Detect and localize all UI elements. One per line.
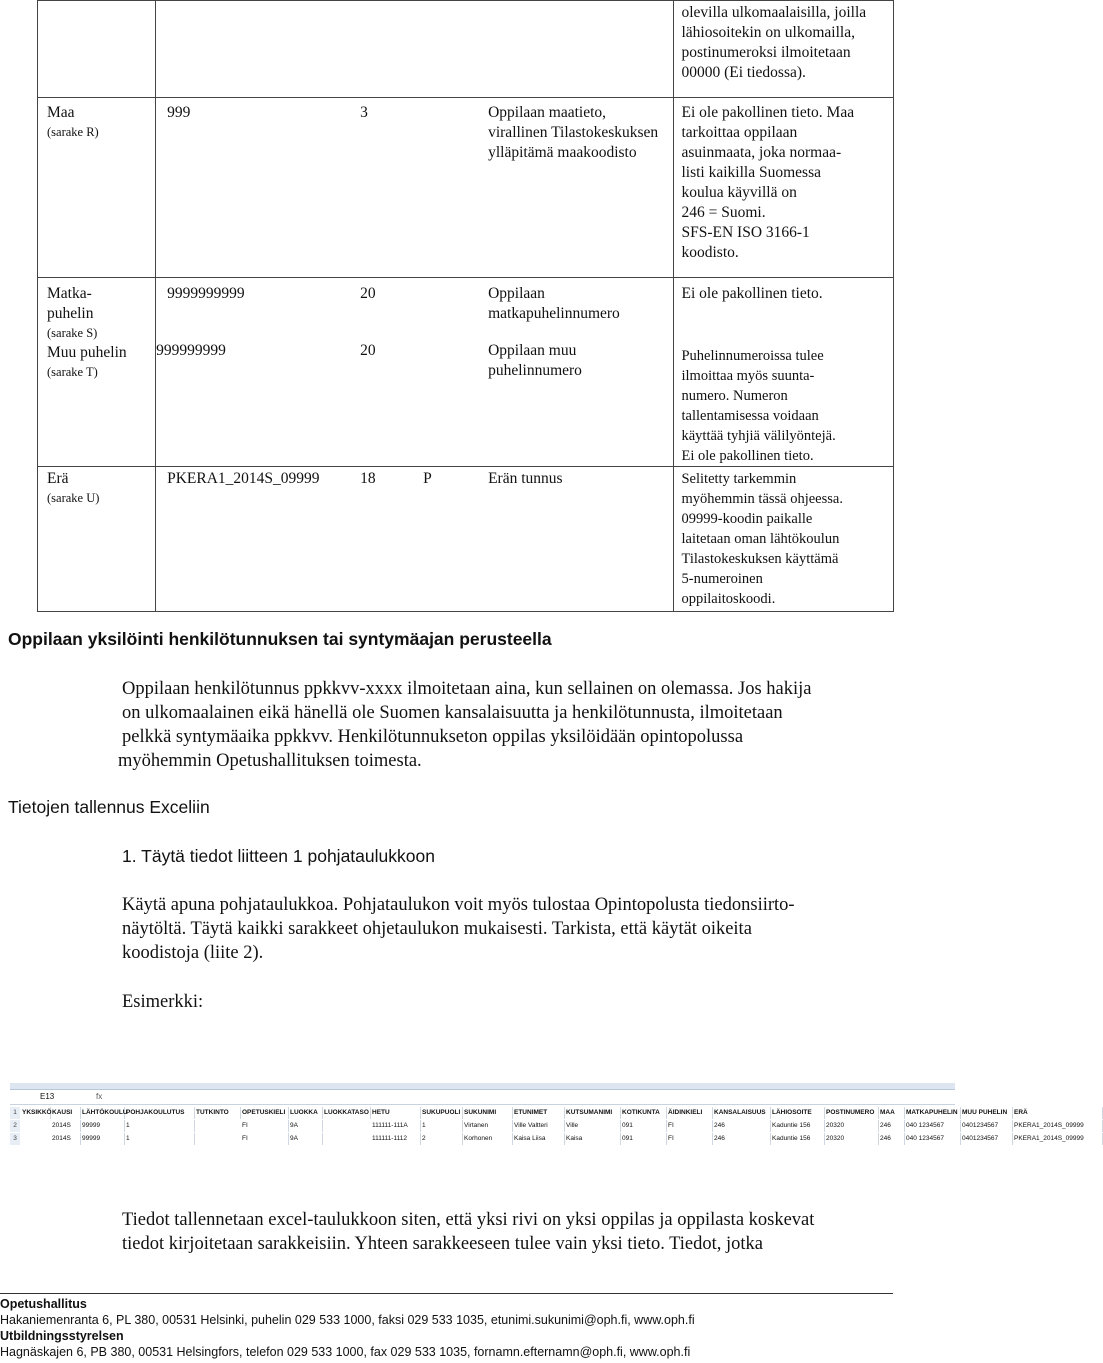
sheet-cell[interactable]: 246 [714,1120,771,1132]
sheet-cell[interactable]: MUU PUHELIN [962,1107,1013,1119]
note-line: 00000 (Ei tiedossa). [681,64,806,81]
section-heading: Tietojen tallennus Exceliin [8,797,210,817]
field-column: (sarake U) [47,491,100,505]
sheet-cell[interactable]: 1 [422,1120,463,1132]
note-line: Ei ole pakollinen tieto. [681,448,814,464]
note-line: 5-numeroinen [681,571,763,587]
paragraph-line: näytöltä. Täytä kaikki sarakkeet ohjetaulukon mukaisesti. Tarkista, että käytät oikeita [122,919,752,939]
sheet-cell[interactable]: Korhonen [464,1133,513,1145]
sheet-cell[interactable]: 2014S [52,1120,81,1132]
field-spec-cell [156,98,674,278]
sheet-cell[interactable]: KOTIKUNTA [622,1107,667,1119]
field-example: 999 [167,104,191,121]
sheet-cell[interactable]: SUKUPUOLI [422,1107,463,1119]
subheading: 1. Täytä tiedot liitteen 1 pohjataulukkoon [122,846,435,866]
sheet-cell[interactable]: FI [242,1133,289,1145]
field-name-cell [38,278,156,467]
field-length: 20 [360,342,376,359]
field-column: (sarake R) [47,125,99,139]
table-cell [156,1,674,98]
note-line: koulua käyvillä on [681,184,797,201]
spec-table [37,0,894,612]
field-description [488,341,582,381]
sheet-cell[interactable]: Kaisa [566,1133,621,1145]
sheet-cell[interactable]: LÄHIOSOITE [772,1107,825,1119]
note-line: postinumeroksi ilmoitetaan [681,44,851,61]
field-description [488,103,658,163]
sheet-cell[interactable]: Kaduntie 156 [772,1133,825,1145]
field-name: Matka- [47,285,92,302]
paragraph-line: Oppilaan henkilötunnus ppkkvv-xxxx ilmoitetaan aina, kun sellainen on olemassa. Jos hakija [122,679,812,699]
field-column: (sarake S) [47,326,98,340]
sheet-cell[interactable]: Kaisa Liisa [514,1133,565,1145]
sheet-cell[interactable]: 246 [880,1120,905,1132]
sheet-cell[interactable]: 091 [622,1133,667,1145]
paragraph-line: tiedot kirjoitetaan sarakkeisiin. Yhteen sarakkeeseen tulee vain yksi tieto. Tiedot, jotka [122,1234,763,1254]
field-example: PKERA1_2014S_09999 [167,470,320,487]
table-row [38,98,894,278]
note-line: oppilaitoskoodi. [681,591,776,607]
footer-divider [0,1293,893,1294]
field-name-cell [38,98,156,278]
field-name: Erä [47,470,69,487]
desc-line: Oppilaan muu [488,342,577,359]
field-description [488,284,620,324]
sheet-cell[interactable]: 1 [126,1120,195,1132]
note-line: käyttää tyhjiä välilyöntejä. [681,428,836,444]
sheet-cell[interactable]: PKERA1_2014S_09999 [1014,1120,1103,1132]
note-line: 246 = Suomi. [681,204,766,221]
sheet-cell[interactable]: 111111-111A [372,1120,421,1132]
desc-line: Oppilaan maatieto, [488,104,607,121]
table-row [38,278,894,467]
sheet-cell[interactable]: LUOKKA [290,1107,323,1119]
sheet-cell[interactable]: 111111-1112 [372,1133,421,1145]
field-name: puhelin [47,305,94,322]
name-box[interactable]: E13 [40,1092,55,1101]
paragraph-line: pelkkä syntymäaika ppkkvv. Henkilötunnukseton oppilas yksilöidään opintopolussa [122,727,744,747]
sheet-cell[interactable]: POSTINUMERO [826,1107,879,1119]
table-cell [38,1,156,98]
example-label: Esimerkki: [122,992,204,1012]
sheet-cell[interactable]: PKERA1_2014S_09999 [1014,1133,1103,1145]
field-length: 3 [360,104,368,121]
sheet-cell[interactable]: TUTKINTO [196,1107,241,1119]
sheet-cell[interactable]: FI [668,1133,713,1145]
note-line: Selitetty tarkemmin [681,471,797,487]
sheet-cell[interactable]: 246 [880,1133,905,1145]
row-number[interactable]: 2 [10,1120,20,1132]
note-line: numero. Numeron [681,388,788,404]
sheet-cell[interactable]: 2014S [52,1133,81,1145]
paragraph-line: Tiedot tallennetaan excel-taulukkoon siten, että yksi rivi on yksi oppilas ja oppilasta koskevat [122,1210,815,1230]
note-line: myöhemmin tässä ohjeessa. [681,491,843,507]
sheet-cell[interactable]: FI [668,1120,713,1132]
sheet-cell[interactable]: ETUNIMET [514,1107,565,1119]
sheet-cell[interactable]: 9A [290,1133,323,1145]
note-line: ilmoittaa myös suunta- [681,368,815,384]
table-row [38,1,894,98]
sheet-cell[interactable]: 99999 [82,1133,125,1145]
note-line: Ei ole pakollinen tieto. Maa [681,104,855,121]
footer-address: Hakaniemenranta 6, PL 380, 00531 Helsinki, puhelin 029 533 1000, faksi 029 533 1035, etunimi.sukunimi@oph.fi, www.oph.fi [0,1313,695,1327]
field-example: 999999999 [156,342,226,359]
note-line: Ei ole pakollinen tieto. [681,285,823,302]
field-example: 9999999999 [167,285,245,302]
sheet-cell[interactable]: KUTSUMANIMI [566,1107,621,1119]
sheet-cell[interactable]: 1 [126,1133,195,1145]
row-number[interactable]: 1 [10,1107,20,1119]
desc-line: virallinen Tilastokeskuksen [488,124,659,141]
note-line: asuinmaata, joka normaa- [681,144,842,161]
section-heading: Oppilaan yksilöinti henkilötunnuksen tai syntymäajan perusteella [8,629,552,649]
sheet-cell[interactable]: 20320 [826,1133,879,1145]
sheet-cell[interactable]: 040 1234567 [906,1120,961,1132]
note-line: tarkoittaa oppilaan [681,124,798,141]
desc-line: Oppilaan [488,285,545,302]
paragraph-line: on ulkomaalainen eikä hänellä ole Suomen kansalaisuutta ja henkilötunnusta, ilmoitetaan [122,703,783,723]
note-line: laitetaan oman lähtökoulun [681,531,840,547]
sheet-cell[interactable]: SUKUNIMI [464,1107,513,1119]
desc-line: puhelinnumero [488,362,582,379]
paragraph [122,893,795,965]
note-line: koodisto. [681,244,739,261]
sheet-cell[interactable]: 040 1234567 [906,1133,961,1145]
field-note-cell [674,278,894,467]
sheet-cell[interactable]: 246 [714,1133,771,1145]
sheet-cell[interactable]: LÄHTÖKOULU [82,1107,125,1119]
formula-bar [10,1092,955,1105]
sheet-cell[interactable]: POHJAKOULUTUS [126,1107,195,1119]
note-line: SFS-EN ISO 3166-1 [681,224,810,241]
field-column: (sarake T) [47,365,98,379]
sheet-cell[interactable]: Kaduntie 156 [772,1120,825,1132]
field-spec-cell [156,278,674,467]
footer-org: Utbildningsstyrelsen [0,1329,124,1343]
sheet-cell[interactable]: Virtanen [464,1120,513,1132]
field-name: Maa [47,104,75,121]
note-line: Puhelinnumeroissa tulee [681,348,824,364]
sheet-cell[interactable]: 2 [422,1133,463,1145]
sheet-cell[interactable]: 0401234567 [962,1120,1013,1132]
sheet-cell[interactable]: Ville Valtteri [514,1120,565,1132]
footer-address: Hagnäskajen 6, PB 380, 00531 Helsingfors, telefon 029 533 1000, fax 029 533 1035, fornamn.efternamn@oph.fi, www.oph.fi [0,1345,691,1359]
field-name-cell [38,467,156,612]
table-cell [674,1,894,98]
note-line: tallentamisessa voidaan [681,408,819,424]
paragraph [122,1208,814,1256]
sheet-cell[interactable]: 99999 [82,1120,125,1132]
paragraph-line: koodistoja (liite 2). [122,943,264,963]
note-line: lähiosoitekin on ulkomailla, [681,24,855,41]
spreadsheet-grid[interactable] [10,1107,1084,1159]
sheet-cell[interactable]: YKSIKKÖ [22,1107,51,1119]
field-spec-cell [156,467,674,612]
fx-icon: fx [96,1092,103,1101]
sheet-cell[interactable]: OPETUSKIELI [242,1107,289,1119]
note-line: listi kaikilla Suomessa [681,164,821,181]
sheet-cell[interactable]: 0401234567 [962,1133,1013,1145]
sheet-cell[interactable]: 20320 [826,1120,879,1132]
paragraph [118,677,812,773]
row-number[interactable]: 3 [10,1133,20,1145]
sheet-cell[interactable]: ÄIDINKIELI [668,1107,713,1119]
table-row [38,467,894,612]
sheet-cell[interactable]: LUOKKATASO [324,1107,371,1119]
desc-line: matkapuhelinnumero [488,305,620,322]
sheet-cell[interactable]: MATKAPUHELIN [906,1107,961,1119]
paragraph-line: myöhemmin Opetushallituksen toimesta. [118,751,422,771]
note-line: olevilla ulkomaalaisilla, joilla [681,4,867,21]
sheet-cell[interactable]: ERÄ [1014,1107,1103,1119]
field-name: Muu puhelin [47,344,127,361]
footer-org: Opetushallitus [0,1297,87,1311]
sheet-cell[interactable]: Ville [566,1120,621,1132]
field-description: Erän tunnus [488,470,563,487]
field-note-cell [674,98,894,278]
desc-line: ylläpitämä maakoodisto [488,144,637,161]
excel-screenshot [10,1083,1084,1161]
sheet-cell[interactable]: 9A [290,1120,323,1132]
ribbon-strip [10,1083,955,1090]
note-line: 09999-koodin paikalle [681,511,813,527]
sheet-cell[interactable]: MAA [880,1107,905,1119]
sheet-cell[interactable]: KAUSI [52,1107,81,1119]
paragraph-line: Käytä apuna pohjataulukkoa. Pohjataulukon voit myös tulostaa Opintopolusta tiedonsiirto- [122,895,795,915]
sheet-cell[interactable]: HETU [372,1107,421,1119]
field-note-cell [674,467,894,612]
sheet-cell[interactable]: KANSALAISUUS [714,1107,771,1119]
field-length: 20 [360,285,376,302]
note-line: Tilastokeskuksen käyttämä [681,551,839,567]
sheet-cell[interactable]: FI [242,1120,289,1132]
field-length: 18 [360,470,376,487]
field-type: P [423,470,432,487]
sheet-cell[interactable]: 091 [622,1120,667,1132]
